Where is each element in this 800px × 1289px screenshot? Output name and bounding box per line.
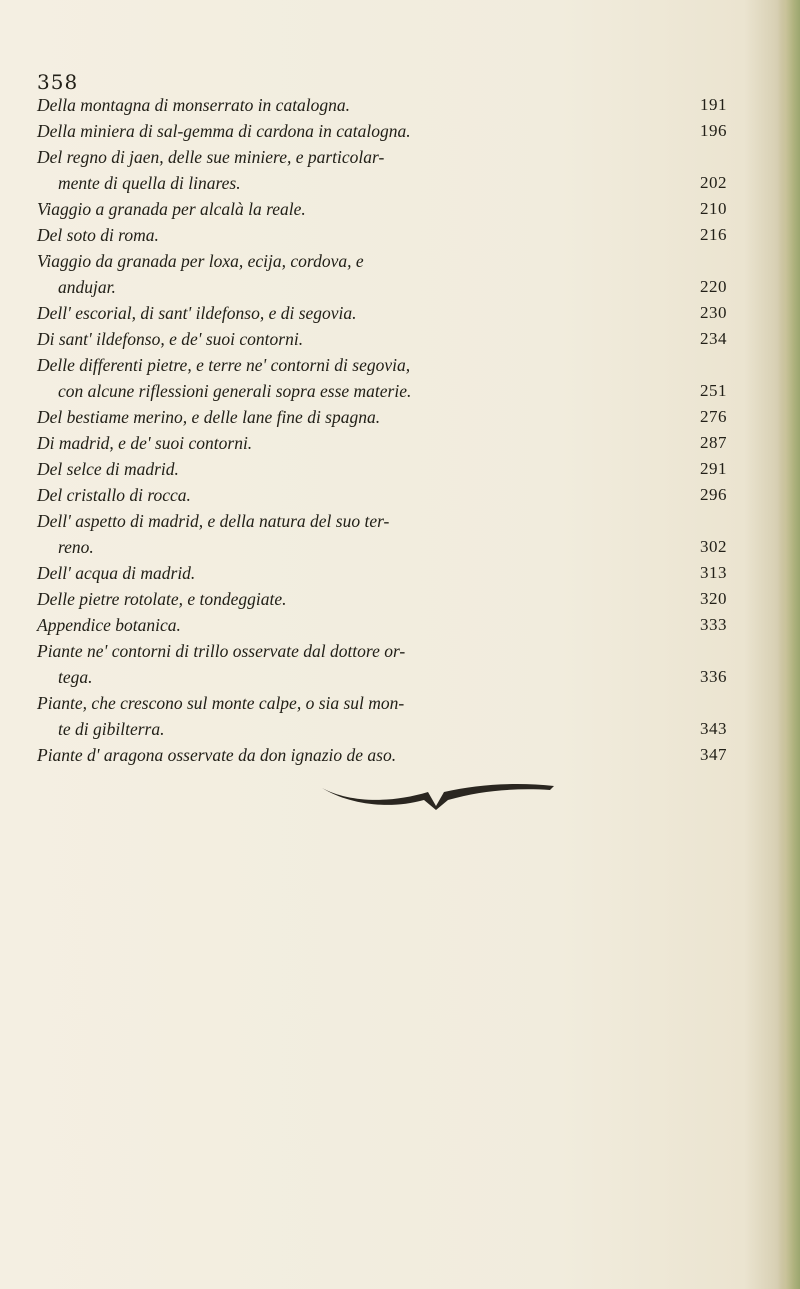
toc-entry-page: 191 (700, 95, 727, 114)
toc-entry-page: 276 (700, 407, 727, 426)
page-number: 358 (37, 70, 79, 94)
toc-entry-page: 196 (700, 121, 727, 140)
toc-row (37, 144, 727, 170)
toc-entry-page: 234 (700, 329, 727, 348)
toc-row (37, 430, 727, 456)
toc-row (37, 92, 727, 118)
toc-entry-title: Dell' aspetto di madrid, e della natura del suo ter- (37, 511, 390, 531)
toc-row (37, 222, 727, 248)
toc-entry-title: Piante, che crescono sul monte calpe, o sia sul mon- (37, 693, 405, 713)
toc-entry-title: Dell' acqua di madrid. (37, 563, 196, 583)
toc-entry-page: 291 (700, 459, 727, 478)
toc-row (37, 508, 727, 534)
toc-entry-title: Di sant' ildefonso, e de' suoi contorni. (37, 329, 304, 349)
toc-row (37, 300, 727, 326)
toc-entry-title: Del bestiame merino, e delle lane fine di spagna. (37, 407, 381, 427)
toc-row (37, 742, 727, 768)
toc-row (37, 118, 727, 144)
toc-entry-title: Del selce di madrid. (37, 459, 179, 479)
toc-entry-title: andujar. (58, 277, 116, 297)
toc-entry-page: 216 (700, 225, 727, 244)
toc-entry-title: Dell' escorial, di sant' ildefonso, e di segovia. (37, 303, 357, 323)
toc-entry-page: 320 (700, 589, 727, 608)
toc-entry-title: Del cristallo di rocca. (37, 485, 191, 505)
toc-row (37, 664, 727, 690)
toc-entry-page: 220 (700, 277, 727, 296)
toc-entry-page: 313 (700, 563, 727, 582)
toc-entry-title: Di madrid, e de' suoi contorni. (37, 433, 253, 453)
toc-entry-title: tega. (58, 667, 93, 687)
toc-entry-title: Della montagna di monserrato in catalogna. (37, 95, 351, 115)
toc-entry-title: Delle pietre rotolate, e tondeggiate. (37, 589, 287, 609)
toc-entry-page: 343 (700, 719, 727, 738)
toc-row (37, 690, 727, 716)
toc-entry-title: Piante d' aragona osservate da don ignazio de aso. (37, 745, 397, 765)
toc-row (37, 274, 727, 300)
toc-row (37, 716, 727, 742)
toc-entry-title: Del soto di roma. (37, 225, 159, 245)
toc-row (37, 638, 727, 664)
table-of-contents (37, 92, 727, 768)
toc-row (37, 404, 727, 430)
toc-entry-title: con alcune riflessioni generali sopra esse materie. (58, 381, 412, 401)
toc-row (37, 248, 727, 274)
toc-entry-page: 210 (700, 199, 727, 218)
toc-row (37, 456, 727, 482)
page-edge (778, 0, 800, 1289)
toc-entry-title: Della miniera di sal-gemma di cardona in catalogna. (37, 121, 411, 141)
toc-row (37, 326, 727, 352)
toc-entry-title: Delle differenti pietre, e terre ne' contorni di segovia, (37, 355, 411, 375)
toc-row (37, 378, 727, 404)
toc-row (37, 170, 727, 196)
toc-entry-title: mente di quella di linares. (58, 173, 241, 193)
toc-entry-page: 302 (700, 537, 727, 556)
toc-entry-page: 230 (700, 303, 727, 322)
toc-entry-title: Del regno di jaen, delle sue miniere, e particolar- (37, 147, 385, 167)
toc-row (37, 482, 727, 508)
toc-row (37, 352, 727, 378)
toc-entry-title: Piante ne' contorni di trillo osservate dal dottore or- (37, 641, 406, 661)
toc-entry-page: 336 (700, 667, 727, 686)
toc-row (37, 560, 727, 586)
toc-entry-page: 333 (700, 615, 727, 634)
toc-entry-page: 347 (700, 745, 727, 764)
toc-entry-title: reno. (58, 537, 94, 557)
toc-entry-title: Viaggio da granada per loxa, ecija, cordova, e (37, 251, 364, 271)
toc-entry-page: 202 (700, 173, 727, 192)
toc-row (37, 586, 727, 612)
ornament-icon (318, 780, 558, 810)
toc-entry-title: Viaggio a granada per alcalà la reale. (37, 199, 306, 219)
toc-row (37, 196, 727, 222)
toc-entry-page: 251 (700, 381, 727, 400)
toc-entry-page: 287 (700, 433, 727, 452)
toc-entry-title: te di gibilterra. (58, 719, 165, 739)
toc-row (37, 534, 727, 560)
toc-row (37, 612, 727, 638)
toc-entry-page: 296 (700, 485, 727, 504)
toc-entry-title: Appendice botanica. (37, 615, 181, 635)
